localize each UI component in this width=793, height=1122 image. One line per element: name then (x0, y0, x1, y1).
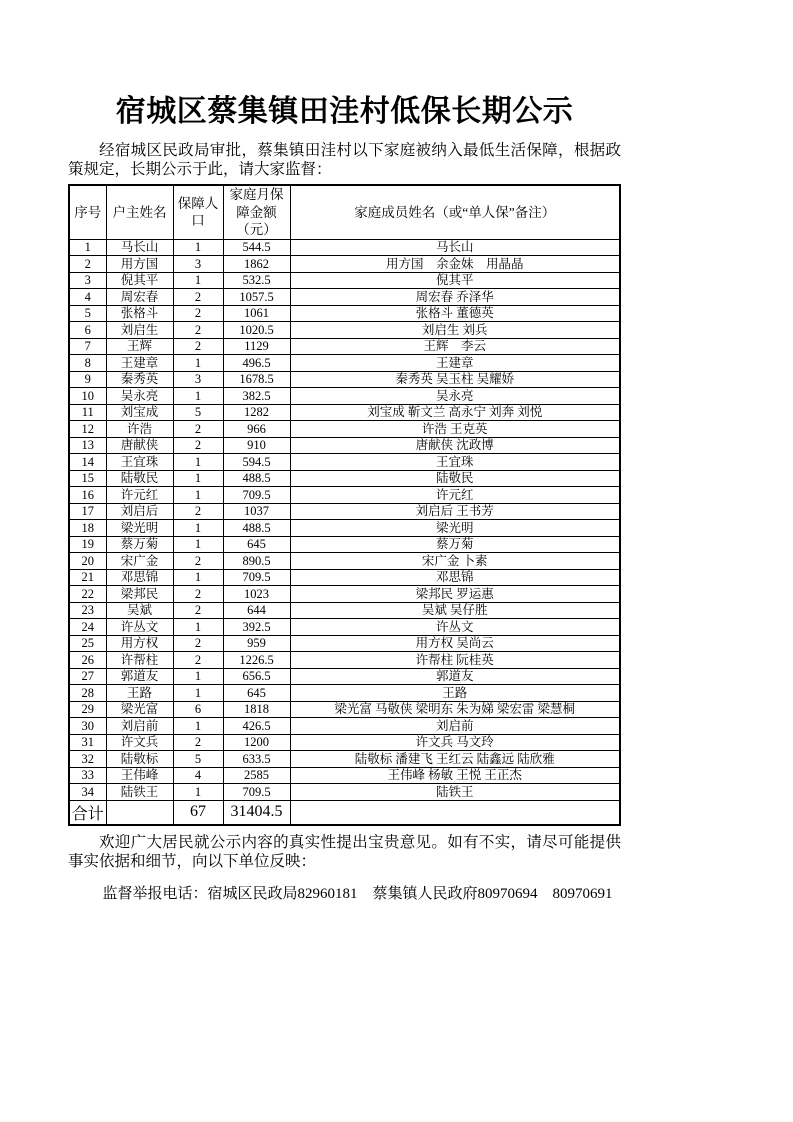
cell-no: 21 (69, 569, 106, 586)
cell-members: 蔡万菊 (290, 536, 620, 553)
header-cell-no: 序号 (69, 185, 106, 239)
cell-no: 12 (69, 421, 106, 438)
cell-no: 33 (69, 767, 106, 784)
cell-no: 31 (69, 734, 106, 751)
cell-name: 唐献侠 (106, 437, 173, 454)
cell-pop: 2 (173, 437, 223, 454)
cell-amount: 2585 (223, 767, 290, 784)
cell-amount: 959 (223, 635, 290, 652)
cell-amount: 1678.5 (223, 371, 290, 388)
table-row (69, 734, 620, 751)
cell-amount: 645 (223, 685, 290, 702)
cell-members: 许元红 (290, 487, 620, 504)
cell-members: 秦秀英 吴玉柱 吴耀娇 (290, 371, 620, 388)
cell-name: 郭道友 (106, 668, 173, 685)
cell-members: 梁光明 (290, 520, 620, 537)
cell-members: 张格斗 董德英 (290, 305, 620, 322)
cell-no: 11 (69, 404, 106, 421)
document-content (68, 94, 621, 903)
cell-no: 16 (69, 487, 106, 504)
cell-amount: 966 (223, 421, 290, 438)
cell-name: 王辉 (106, 338, 173, 355)
cell-name: 刘启生 (106, 322, 173, 339)
cell-no: 3 (69, 272, 106, 289)
cell-pop: 1 (173, 668, 223, 685)
cell-members: 用方权 吴尚云 (290, 635, 620, 652)
cell-pop: 1 (173, 718, 223, 735)
cell-name: 陆铁王 (106, 784, 173, 801)
cell-no: 2 (69, 256, 106, 273)
cell-name: 用方国 (106, 256, 173, 273)
cell-members: 倪其平 (290, 272, 620, 289)
cell-name: 许元红 (106, 487, 173, 504)
cell-members: 刘启前 (290, 718, 620, 735)
cell-name: 王路 (106, 685, 173, 702)
cell-pop: 2 (173, 635, 223, 652)
cell-members: 王辉 李云 (290, 338, 620, 355)
cell-name: 梁光明 (106, 520, 173, 537)
cell-no: 10 (69, 388, 106, 405)
cell-members: 唐献侠 沈政博 (290, 437, 620, 454)
cell-no: 27 (69, 668, 106, 685)
cell-name: 蔡万菊 (106, 536, 173, 553)
cell-total-pop: 67 (173, 800, 223, 825)
cell-name: 许帮柱 (106, 652, 173, 669)
cell-amount: 890.5 (223, 553, 290, 570)
cell-total-name (106, 800, 173, 825)
cell-members: 马长山 (290, 239, 620, 256)
intro-paragraph: 经宿城区民政局审批，蔡集镇田洼村以下家庭被纳入最低生活保障，根据政策规定，长期公示于此，请大家监督： (68, 142, 621, 178)
table-row (69, 305, 620, 322)
table-row (69, 718, 620, 735)
table-row (69, 355, 620, 372)
page-title: 宿城区蔡集镇田洼村低保长期公示 (115, 95, 574, 128)
cell-no: 29 (69, 701, 106, 718)
cell-no: 19 (69, 536, 106, 553)
table-row (69, 256, 620, 273)
header-cell-name: 户主姓名 (106, 185, 173, 239)
cell-amount: 382.5 (223, 388, 290, 405)
cell-amount: 426.5 (223, 718, 290, 735)
cell-pop: 1 (173, 355, 223, 372)
cell-amount: 1282 (223, 404, 290, 421)
cell-pop: 2 (173, 421, 223, 438)
cell-amount: 709.5 (223, 784, 290, 801)
table-row (69, 619, 620, 636)
cell-pop: 1 (173, 569, 223, 586)
table-row (69, 239, 620, 256)
cell-name: 吴斌 (106, 602, 173, 619)
cell-pop: 5 (173, 751, 223, 768)
cell-no: 32 (69, 751, 106, 768)
table-row (69, 371, 620, 388)
cell-no: 6 (69, 322, 106, 339)
cell-members: 刘启后 王书芳 (290, 503, 620, 520)
cell-pop: 2 (173, 289, 223, 306)
cell-no: 1 (69, 239, 106, 256)
cell-name: 刘宝成 (106, 404, 173, 421)
cell-members: 郭道友 (290, 668, 620, 685)
cell-amount: 910 (223, 437, 290, 454)
cell-name: 倪其平 (106, 272, 173, 289)
cell-members: 宋广金 卜素 (290, 553, 620, 570)
cell-pop: 2 (173, 338, 223, 355)
cell-members: 周宏春 乔泽华 (290, 289, 620, 306)
table-row (69, 322, 620, 339)
cell-no: 4 (69, 289, 106, 306)
table-row (69, 635, 620, 652)
cell-pop: 3 (173, 371, 223, 388)
hotline-line: 监督举报电话：宿城区民政局82960181 蔡集镇人民政府80970694 80970691 (102, 885, 613, 902)
cell-amount: 709.5 (223, 487, 290, 504)
cell-pop: 1 (173, 239, 223, 256)
cell-pop: 1 (173, 470, 223, 487)
cell-pop: 4 (173, 767, 223, 784)
cell-name: 王伟峰 (106, 767, 173, 784)
cell-amount: 1129 (223, 338, 290, 355)
cell-no: 17 (69, 503, 106, 520)
cell-pop: 1 (173, 520, 223, 537)
cell-total-amount: 31404.5 (223, 800, 290, 825)
table-row (69, 536, 620, 553)
cell-amount: 633.5 (223, 751, 290, 768)
cell-pop: 2 (173, 734, 223, 751)
cell-pop: 1 (173, 784, 223, 801)
cell-members: 王伟峰 杨敏 王悦 王正杰 (290, 767, 620, 784)
cell-total-members (290, 800, 620, 825)
cell-members: 王宜珠 (290, 454, 620, 471)
cell-no: 26 (69, 652, 106, 669)
cell-name: 王建章 (106, 355, 173, 372)
cell-pop: 2 (173, 503, 223, 520)
cell-amount: 645 (223, 536, 290, 553)
table-row (69, 470, 620, 487)
table-row (69, 338, 620, 355)
cell-amount: 488.5 (223, 520, 290, 537)
cell-amount: 1057.5 (223, 289, 290, 306)
cell-amount: 496.5 (223, 355, 290, 372)
cell-name: 刘启前 (106, 718, 173, 735)
cell-pop: 2 (173, 553, 223, 570)
cell-pop: 1 (173, 487, 223, 504)
table-row (69, 685, 620, 702)
cell-name: 陆敬标 (106, 751, 173, 768)
cell-name: 邓思锦 (106, 569, 173, 586)
cell-members: 陆敬标 潘建飞 王红云 陆鑫远 陆欣雅 (290, 751, 620, 768)
cell-pop: 5 (173, 404, 223, 421)
table-row (69, 404, 620, 421)
header-cell-amount: 家庭月保障金额（元） (223, 185, 290, 239)
cell-no: 28 (69, 685, 106, 702)
cell-members: 刘宝成 靳文兰 高永宁 刘奔 刘悦 (290, 404, 620, 421)
cell-members: 吴永亮 (290, 388, 620, 405)
cell-name: 吴永亮 (106, 388, 173, 405)
cell-members: 用方国 余金妹 用晶晶 (290, 256, 620, 273)
table-row (69, 701, 620, 718)
cell-no: 30 (69, 718, 106, 735)
cell-members: 许文兵 马文玲 (290, 734, 620, 751)
cell-name: 马长山 (106, 239, 173, 256)
cell-members: 王路 (290, 685, 620, 702)
cell-members: 许丛文 (290, 619, 620, 636)
cell-amount: 544.5 (223, 239, 290, 256)
cell-no: 7 (69, 338, 106, 355)
table-header-row (69, 185, 620, 239)
table-row (69, 454, 620, 471)
cell-name: 秦秀英 (106, 371, 173, 388)
cell-no: 20 (69, 553, 106, 570)
cell-no: 24 (69, 619, 106, 636)
table-row (69, 751, 620, 768)
cell-amount: 392.5 (223, 619, 290, 636)
cell-name: 许文兵 (106, 734, 173, 751)
footer-note: 欢迎广大居民就公示内容的真实性提出宝贵意见。如有不实，请尽可能提供事实依据和细节，向以下单位反映： (68, 833, 621, 871)
cell-amount: 644 (223, 602, 290, 619)
cell-amount: 1862 (223, 256, 290, 273)
cell-pop: 2 (173, 322, 223, 339)
table-row (69, 437, 620, 454)
cell-amount: 656.5 (223, 668, 290, 685)
cell-members: 陆敬民 (290, 470, 620, 487)
table-row (69, 388, 620, 405)
cell-no: 25 (69, 635, 106, 652)
cell-amount: 1061 (223, 305, 290, 322)
cell-no: 14 (69, 454, 106, 471)
cell-name: 许浩 (106, 421, 173, 438)
cell-amount: 1023 (223, 586, 290, 603)
cell-no: 13 (69, 437, 106, 454)
table-row (69, 602, 620, 619)
table-row (69, 668, 620, 685)
cell-pop: 1 (173, 454, 223, 471)
cell-amount: 532.5 (223, 272, 290, 289)
cell-amount: 1200 (223, 734, 290, 751)
cell-pop: 1 (173, 619, 223, 636)
cell-name: 王宜珠 (106, 454, 173, 471)
table-row (69, 487, 620, 504)
cell-members: 刘启生 刘兵 (290, 322, 620, 339)
cell-pop: 6 (173, 701, 223, 718)
cell-name: 陆敬民 (106, 470, 173, 487)
subsistence-allowance-table (68, 184, 621, 826)
cell-no: 22 (69, 586, 106, 603)
cell-no: 23 (69, 602, 106, 619)
cell-members: 梁邦民 罗运惠 (290, 586, 620, 603)
cell-pop: 1 (173, 536, 223, 553)
cell-pop: 1 (173, 272, 223, 289)
table-row (69, 289, 620, 306)
cell-name: 周宏春 (106, 289, 173, 306)
cell-pop: 2 (173, 586, 223, 603)
table-body (69, 239, 620, 800)
cell-name: 许丛文 (106, 619, 173, 636)
cell-members: 许浩 王克英 (290, 421, 620, 438)
table-row (69, 569, 620, 586)
cell-amount: 1037 (223, 503, 290, 520)
cell-name: 刘启后 (106, 503, 173, 520)
header-cell-pop: 保障人口 (173, 185, 223, 239)
cell-name: 宋广金 (106, 553, 173, 570)
cell-pop: 2 (173, 602, 223, 619)
cell-no: 5 (69, 305, 106, 322)
cell-name: 梁光富 (106, 701, 173, 718)
table-row (69, 520, 620, 537)
table-row (69, 784, 620, 801)
table-row (69, 586, 620, 603)
cell-pop: 2 (173, 652, 223, 669)
cell-pop: 1 (173, 388, 223, 405)
table-row (69, 272, 620, 289)
cell-pop: 2 (173, 305, 223, 322)
cell-members: 邓思锦 (290, 569, 620, 586)
cell-members: 王建章 (290, 355, 620, 372)
table-row (69, 421, 620, 438)
cell-members: 许帮柱 阮桂英 (290, 652, 620, 669)
cell-amount: 709.5 (223, 569, 290, 586)
cell-amount: 1818 (223, 701, 290, 718)
cell-total-label: 合计 (69, 800, 106, 825)
cell-amount: 488.5 (223, 470, 290, 487)
cell-members: 梁光富 马敬侠 梁明东 朱为娣 梁宏雷 梁慧桐 (290, 701, 620, 718)
cell-no: 8 (69, 355, 106, 372)
cell-amount: 1020.5 (223, 322, 290, 339)
cell-no: 18 (69, 520, 106, 537)
cell-no: 34 (69, 784, 106, 801)
cell-no: 9 (69, 371, 106, 388)
cell-members: 吴斌 吴仔胜 (290, 602, 620, 619)
cell-pop: 1 (173, 685, 223, 702)
table-row (69, 503, 620, 520)
cell-name: 用方权 (106, 635, 173, 652)
cell-pop: 3 (173, 256, 223, 273)
cell-members: 陆铁王 (290, 784, 620, 801)
table-row (69, 767, 620, 784)
cell-amount: 1226.5 (223, 652, 290, 669)
table-row (69, 553, 620, 570)
cell-name: 张格斗 (106, 305, 173, 322)
cell-amount: 594.5 (223, 454, 290, 471)
cell-no: 15 (69, 470, 106, 487)
table-row (69, 652, 620, 669)
header-cell-members: 家庭成员姓名（或“单人保”备注） (290, 185, 620, 239)
total-row (69, 800, 620, 825)
cell-name: 梁邦民 (106, 586, 173, 603)
